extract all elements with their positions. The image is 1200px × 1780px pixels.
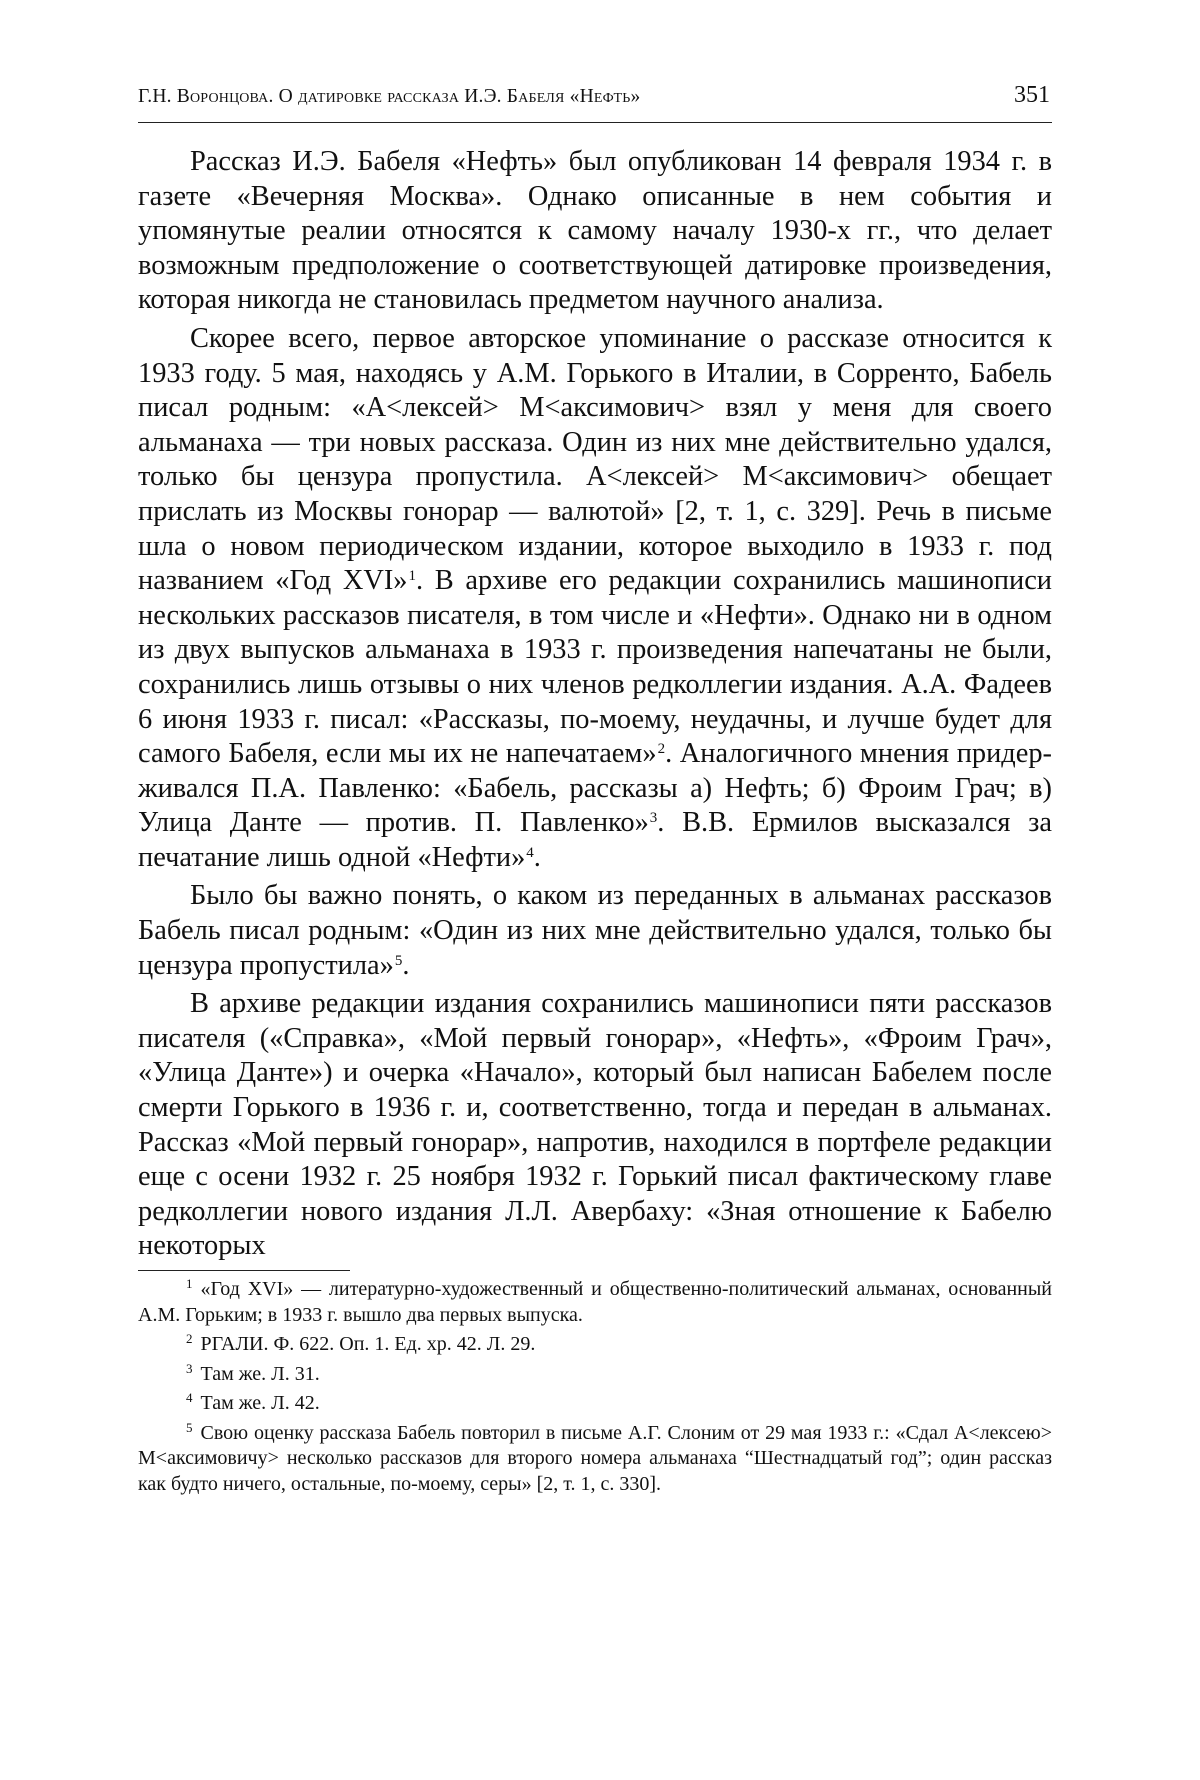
footnote-mark: 4	[186, 1390, 193, 1405]
book-page	[138, 82, 1052, 1501]
footnote-reference[interactable]: 4	[526, 844, 534, 861]
footnote-text: РГАЛИ. Ф. 622. Оп. 1. Ед. хр. 42. Л. 29.	[200, 1333, 536, 1355]
footnote-text: «Год XVI» — литературно-художественный и общественно-политический альманах, основанный А.М. Горьким; в 1933 г. вышло два первых выпуска.	[138, 1278, 1052, 1326]
footnote-item	[138, 1391, 1052, 1417]
article-body	[138, 145, 1052, 1264]
footnote-text: Там же. Л. 42.	[200, 1392, 320, 1414]
body-text-run: Скорее всего, первое авторское упоминание о рассказе относится к 1933 году. 5 мая, находясь у А.М. Горького в Италии, в Сорренто, Бабель писал родным: «А<лексей> М<аксимович> взял у меня для своего альманаха — три новых рассказа. Один из них мне действительно удался, только бы цензура пропустила. А<лексей> М<аксимович> обещает прислать из Москвы гонорар — валютой» [2, т. 1, с. 329]. Речь в письме шла о новом периодическом издании, которое выходило в 1933 г. под названием «Год XVI»	[138, 322, 1052, 597]
footnote-mark: 3	[186, 1360, 193, 1376]
footnote-mark: 2	[186, 1331, 193, 1346]
running-title: Г.Н. Воронцова. О датировке рассказа И.Э. Бабеля «Нефть»	[138, 86, 641, 107]
footnote-mark: 5	[186, 1419, 193, 1435]
body-text-run: . Аналогичного мнения придерживался П.А. Павленко: «Бабель, рассказы а) Нефть; б) Фроим Грач; в) Улица Данте — против. П. Павленко»	[138, 738, 1053, 839]
body-text-run: В архиве редакции издания сохранились машинописи пяти рассказов писателя («Справка», «Мой первый гонорар», «Нефть», «Фроим Грач», «Улица Данте») и очерка «Начало», который был написан Бабелем после смерти Горького в 1936 г. и, соответственно, тогда и передан в альманах. Рассказ «Мой первый гонорар», напротив, находился в портфеле редакции еще с осени 1932 г. 25 ноября 1932 г. Горький писал фактическому главе редколлегии нового издания Л.Л. Авербаху: «Зная отношение к Бабелю некоторых	[138, 988, 1052, 1262]
body-text-run: .	[533, 841, 541, 873]
body-text-run: Было бы важно понять, о каком из переданных в альманах рассказов Бабель писал родным: «Один из них мне действительно удался, только бы цензура пропустила»	[138, 880, 1052, 981]
footnote-reference[interactable]: 1	[408, 568, 417, 585]
page-number: 351	[1014, 82, 1050, 108]
footnote-item	[138, 1362, 1052, 1388]
footnote-item	[138, 1332, 1052, 1358]
body-text-run: Рассказ И.Э. Бабеля «Нефть» был опубликован 14 февраля 1934 г. в газете «Вечерняя Москва». Однако описанные в нем события и упомянутые реалии относятся к самому началу 1930-х гг., что делает возможным предположение о соответствующей датировке произведения, которая никогда не становилась предметом научного анализа.	[138, 146, 1052, 316]
body-paragraph	[138, 322, 1052, 876]
footnote-item	[138, 1421, 1052, 1498]
footnotes	[138, 1277, 1052, 1497]
body-text-run: .	[402, 949, 410, 981]
body-text-run: . В архиве его редакции сохранились машинописи нескольких рассказов писателя, в том числе и «Нефти». Однако ни в одном из двух выпусков альманаха в 1933 г. произведения напечатаны не были, сохранились лишь отзывы о них членов редколлегии издания. А.А. Фадеев 6 июня 1933 г. писал: «Рассказы, по-моему, неудачны, и лучше будет для самого Бабеля, если мы их не напечатаем»	[138, 565, 1052, 770]
footnote-text: Там же. Л. 31.	[200, 1362, 320, 1385]
body-paragraph	[138, 145, 1052, 318]
footnote-reference[interactable]: 5	[394, 952, 403, 969]
body-text-run: . В.В. Ермилов высказался за печатание лишь одной «Нефти»	[138, 807, 1052, 873]
running-header	[138, 82, 1052, 123]
footnote-mark: 1	[186, 1276, 193, 1291]
footnote-item	[138, 1277, 1052, 1328]
footnote-reference[interactable]: 3	[649, 810, 658, 827]
footnote-text: Свою оценку рассказа Бабель повторил в письме А.Г. Слоним от 29 мая 1933 г.: «Сдал А<лексею> М<аксимовичу> несколько рассказов для второго номера альманаха “Шестнадцатый год”; один рассказ как будто ничего, остальные, по-моему, серы» [2, т. 1, с. 330].	[138, 1421, 1052, 1495]
footnote-reference[interactable]: 2	[657, 741, 666, 758]
body-paragraph	[138, 879, 1052, 983]
footnote-separator	[138, 1270, 350, 1271]
body-paragraph	[138, 987, 1052, 1264]
